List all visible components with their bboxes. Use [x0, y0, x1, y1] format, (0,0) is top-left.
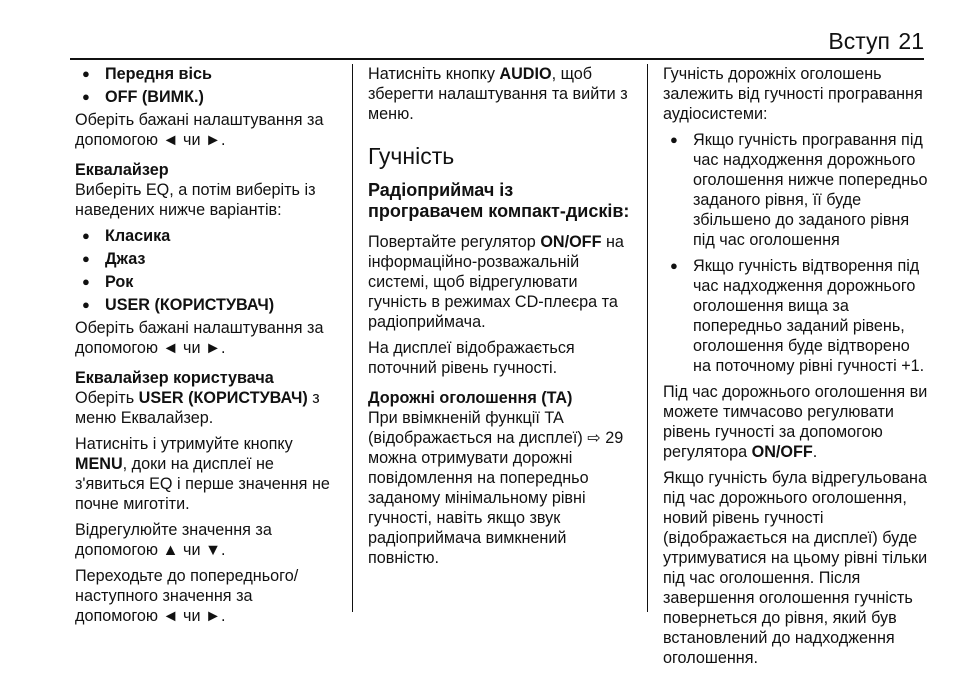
paragraph: Натисніть і утримуйте кнопку MENU, доки на дисплеї не з'явиться EQ і перше значення не почне миготіти.	[75, 435, 330, 513]
equalizer-options-list	[75, 226, 337, 315]
list-item: ● USER (КОРИСТУВАЧ)	[75, 295, 337, 315]
column-divider-2	[647, 64, 648, 612]
traffic-announcements-heading: Дорожні оголошення (TA)	[368, 389, 573, 407]
column-divider-1	[352, 64, 353, 612]
page-number: 21	[898, 28, 924, 54]
list-item: ● Передня вісь	[75, 64, 337, 84]
list-item: ● Якщо гучність програвання під час надходження дорожнього оголошення нижче попередньо заданого рівня, її буде збільшено до заданого рівня під час оголошення	[663, 130, 928, 250]
paragraph: Натисніть кнопку AUDIO, щоб зберегти налаштування та вийти з меню.	[368, 65, 628, 123]
equalizer-heading: Еквалайзер	[75, 161, 169, 179]
axis-options-list	[75, 64, 337, 107]
column-2	[368, 64, 632, 574]
column-3	[663, 64, 928, 674]
list-item: ● Рок	[75, 272, 337, 292]
volume-heading: Гучність	[368, 143, 455, 169]
list-item: ● OFF (ВИМК.)	[75, 87, 337, 107]
list-item: ● Класика	[75, 226, 337, 246]
paragraph: Оберіть USER (КОРИСТУВАЧ) з меню Еквалайзер.	[75, 389, 320, 427]
paragraph: Виберіть EQ, а потім виберіть із наведених нижче варіантів:	[75, 181, 316, 219]
section-title: Вступ	[828, 28, 890, 54]
paragraph: Відрегулюйте значення за допомогою ▲ чи ▼.	[75, 521, 272, 559]
paragraph: Повертайте регулятор ON/OFF на інформаційно-розважальній системі, щоб відрегулювати гучність в режимах CD-плеєра та радіоприймача.	[368, 233, 624, 331]
column-1	[75, 64, 337, 632]
paragraph: Оберіть бажані налаштування за допомогою ◄ чи ►.	[75, 111, 324, 149]
paragraph: Переходьте до попереднього/ наступного значення за допомогою ◄ чи ►.	[75, 567, 299, 625]
paragraph: Під час дорожнього оголошення ви можете тимчасово регулювати рівень гучності за допомогою регулятора ON/OFF.	[663, 383, 928, 461]
paragraph: При ввімкненій функції TA (відображається на дисплеї) ⇨ 29 можна отримувати дорожні повідомлення на попередньо заданому мінімальному рівні гучності, навіть якщо звук радіоприймача вимкнений повністю.	[368, 409, 624, 567]
page-header	[0, 0, 960, 60]
paragraph: На дисплеї відображається поточний рівень гучності.	[368, 339, 575, 377]
paragraph: Гучність дорожніх оголошень залежить від гучності програвання аудіосистеми:	[663, 65, 923, 123]
user-equalizer-heading: Еквалайзер користувача	[75, 369, 274, 387]
volume-rules-list	[663, 130, 928, 376]
list-item: ● Джаз	[75, 249, 337, 269]
cd-radio-subheading: Радіоприймач із програвачем компакт-дисків:	[368, 180, 630, 221]
header-rule	[70, 58, 924, 60]
list-item: ● Якщо гучність відтворення під час надходження дорожнього оголошення вища за попередньо заданий рівень, оголошення буде відтворено на поточному рівні гучності +1.	[663, 256, 928, 376]
paragraph: Якщо гучність була відрегульована під час дорожнього оголошення, новий рівень гучності (відображається на дисплеї) буде утримуватися на цьому рівні тільки під час оголошення. Після завершення оголошення гучність повернеться до рівня, який був встановлений до надходження оголошення.	[663, 469, 928, 667]
paragraph: Оберіть бажані налаштування за допомогою ◄ чи ►.	[75, 319, 324, 357]
